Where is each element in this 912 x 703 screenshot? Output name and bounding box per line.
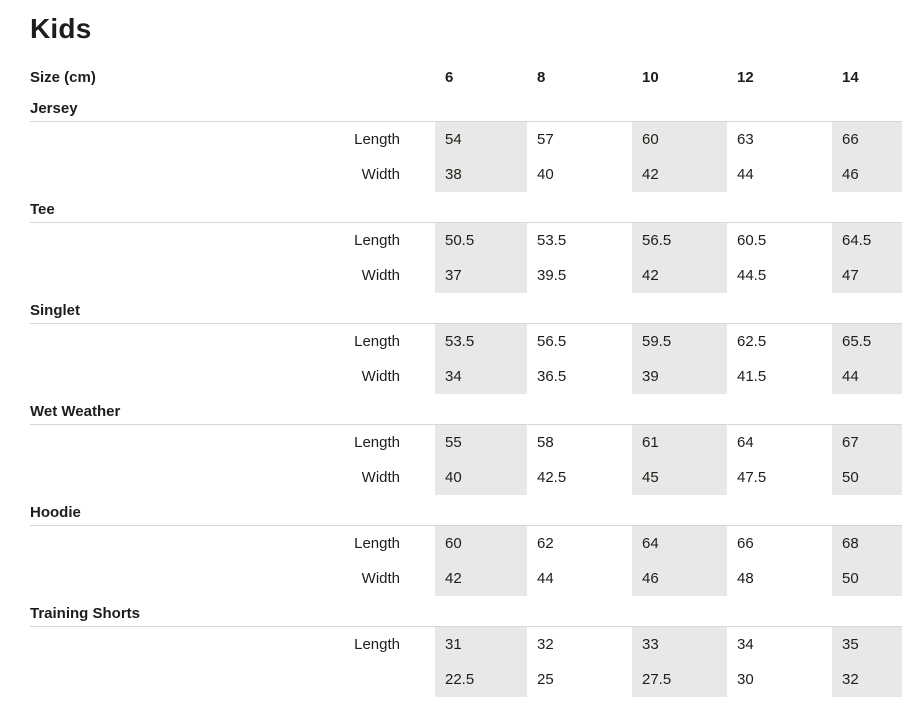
size-value: 66 [737,535,754,552]
size-value: 41.5 [737,368,767,385]
row-label: Length [354,434,400,451]
section-title: Jersey [30,98,902,122]
size-value: 44.5 [737,267,767,284]
row-label: Width [361,570,400,587]
size-value: 66 [832,122,902,157]
row-label: Length [354,535,400,552]
size-value: 60 [435,526,527,561]
section-table [30,324,902,394]
section-wet-weather [30,401,902,495]
size-value: 54 [435,122,527,157]
size-value: 47 [832,258,902,293]
size-value: 42 [632,258,727,293]
size-value: 44 [537,570,554,587]
size-value: 64 [737,434,754,451]
section-title: Training Shorts [30,603,902,627]
size-unit-label: Size (cm) [30,68,96,86]
size-value: 53.5 [537,232,567,249]
size-value: 58 [537,434,554,451]
size-value: 22.5 [435,662,527,697]
section-tee [30,199,902,293]
row-label: Width [361,166,400,183]
row-label: Width [361,368,400,385]
size-value: 56.5 [632,223,727,258]
size-value: 34 [435,359,527,394]
size-value: 68 [832,526,902,561]
size-value: 55 [435,425,527,460]
size-value: 62 [537,535,554,552]
size-header-row [30,66,902,88]
size-value: 44 [832,359,902,394]
size-value: 31 [435,627,527,662]
row-label: Length [354,333,400,350]
size-value: 63 [737,131,754,148]
size-value: 40 [435,460,527,495]
section-training-shorts [30,603,902,697]
section-table [30,627,902,697]
size-value: 46 [632,561,727,596]
row-label: Width [361,469,400,486]
size-value: 44 [737,166,754,183]
size-value: 60 [632,122,727,157]
size-value: 56.5 [537,333,567,350]
section-table [30,122,902,192]
size-value: 46 [832,157,902,192]
size-value: 53.5 [435,324,527,359]
size-value: 48 [737,570,754,587]
size-value: 59.5 [632,324,727,359]
size-value: 34 [737,636,754,653]
size-value: 32 [537,636,554,653]
section-table [30,223,902,293]
section-title: Tee [30,199,902,223]
size-value: 40 [537,166,554,183]
size-value: 27.5 [632,662,727,697]
row-label: Width [361,267,400,284]
size-value: 60.5 [737,232,767,249]
section-hoodie [30,502,902,596]
section-table [30,526,902,596]
section-table [30,425,902,495]
size-value: 35 [832,627,902,662]
section-title: Hoodie [30,502,902,526]
size-column-header-12: 12 [737,68,754,86]
size-value: 30 [737,671,754,688]
size-value: 50 [832,561,902,596]
size-value: 37 [435,258,527,293]
size-value: 57 [537,131,554,148]
size-value: 36.5 [537,368,567,385]
size-value: 62.5 [737,333,767,350]
size-value: 32 [832,662,902,697]
size-column-header-10: 10 [642,68,659,86]
section-title: Singlet [30,300,902,324]
size-value: 45 [632,460,727,495]
size-value: 67 [832,425,902,460]
row-label: Length [354,636,400,653]
size-value: 39 [632,359,727,394]
row-label: Length [354,131,400,148]
size-value: 47.5 [737,469,767,486]
size-value: 65.5 [832,324,902,359]
section-title: Wet Weather [30,401,902,425]
size-value: 39.5 [537,267,567,284]
row-label: Length [354,232,400,249]
size-value: 50 [832,460,902,495]
section-singlet [30,300,902,394]
page-title: Kids [30,13,92,44]
size-value: 25 [537,671,554,688]
size-column-header-8: 8 [537,68,546,86]
size-value: 38 [435,157,527,192]
size-value: 33 [632,627,727,662]
size-value: 42 [435,561,527,596]
size-value: 42.5 [537,469,567,486]
size-column-header-14: 14 [842,68,859,86]
size-value: 42 [632,157,727,192]
size-value: 64 [632,526,727,561]
size-value: 64.5 [832,223,902,258]
size-value: 61 [632,425,727,460]
section-jersey [30,98,902,192]
size-column-header-6: 6 [445,68,454,86]
row-label [30,662,435,697]
size-value: 50.5 [435,223,527,258]
